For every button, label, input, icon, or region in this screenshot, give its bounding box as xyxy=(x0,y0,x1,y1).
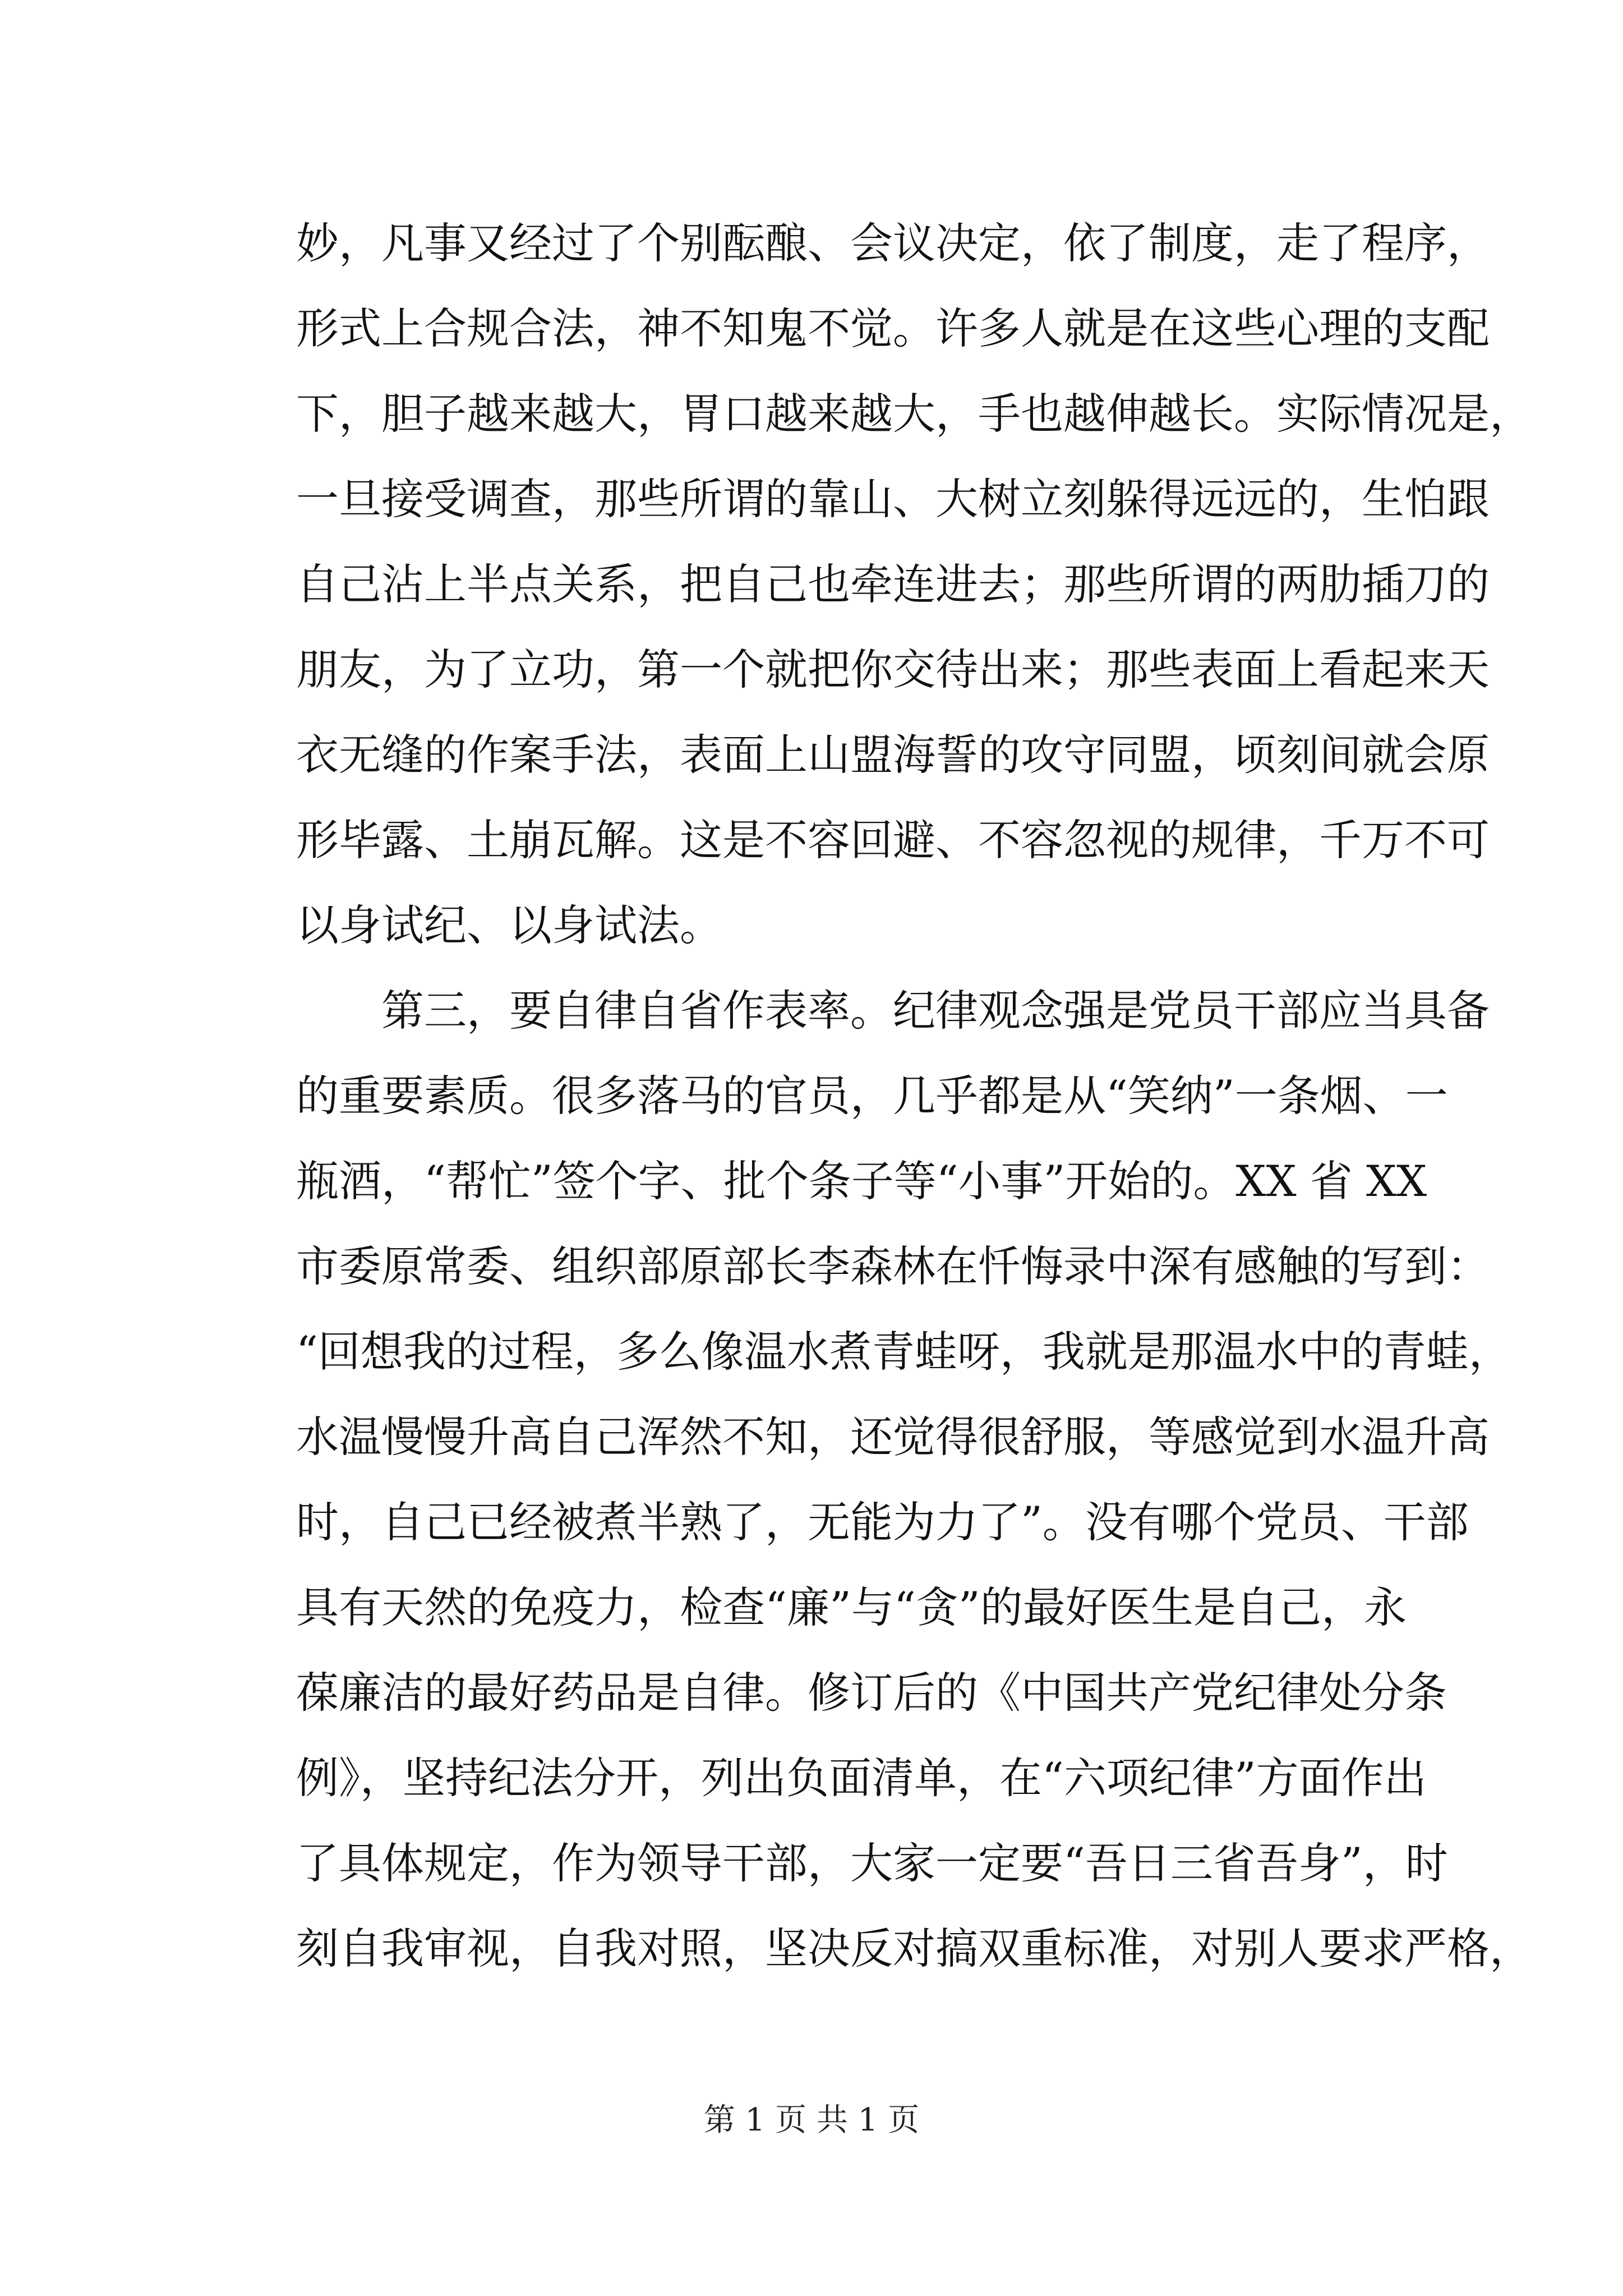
paragraph-1 xyxy=(296,201,1532,968)
body-text xyxy=(296,201,1532,1991)
page-number: 第 1 页 共 1 页 xyxy=(703,2102,920,2138)
text-line: 的重要素质。很多落马的官员，几乎都是从“笑纳”一条烟、一 xyxy=(296,1071,1448,1121)
text-line: 自己沾上半点关系，把自己也牵连进去；那些所谓的两肋插刀的 xyxy=(296,559,1490,609)
text-line: 下，胆子越来越大，胃口越来越大，手也越伸越长。实际情况是， xyxy=(296,389,1532,439)
text-line: 衣无缝的作案手法，表面上山盟海誓的攻守同盟，顷刻间就会原 xyxy=(296,730,1490,780)
text-line: 朋友，为了立功，第一个就把你交待出来；那些表面上看起来天 xyxy=(296,645,1490,694)
page-footer xyxy=(0,2098,1623,2143)
text-line: 葆廉洁的最好药品是自律。修订后的《中国共产党纪律处分条 xyxy=(296,1668,1447,1718)
text-line: 刻自我审视，自我对照，坚决反对搞双重标准，对别人要求严格， xyxy=(296,1924,1532,1973)
text-line: 时，自己已经被煮半熟了，无能为力了”。没有哪个党员、干部 xyxy=(296,1497,1469,1547)
paragraph-2 xyxy=(296,968,1532,1991)
text-line: 形式上合规合法，神不知鬼不觉。许多人就是在这些心理的支配 xyxy=(296,303,1490,353)
text-line-last: 以身试纪、以身试法。 xyxy=(296,900,722,950)
text-line-first: 第三，要自律自省作表率。纪律观念强是党员干部应当具备 xyxy=(381,986,1490,1036)
text-line: 一旦接受调查，那些所谓的靠山、大树立刻躲得远远的，生怕跟 xyxy=(296,474,1490,524)
text-line: 瓶酒，“帮忙”签个字、批个条子等“小事”开始的。XX 省 XX xyxy=(296,1156,1427,1206)
text-line: 形毕露、土崩瓦解。这是不容回避、不容忽视的规律，千万不可 xyxy=(296,815,1490,865)
text-line: 了具体规定，作为领导干部，大家一定要“吾日三省吾身”，时 xyxy=(296,1838,1448,1888)
text-line: 妙，凡事又经过了个别酝酿、会议决定，依了制度，走了程序， xyxy=(296,218,1490,268)
text-line: 具有天然的免疫力，检查“廉”与“贪”的最好医生是自己，永 xyxy=(296,1582,1407,1632)
text-line: 例》，坚持纪法分开，列出负面清单，在“六项纪律”方面作出 xyxy=(296,1753,1427,1803)
text-line: 市委原常委、组织部原部长李森林在忏悔录中深有感触的写到： xyxy=(296,1241,1490,1291)
text-line: “回想我的过程，多么像温水煮青蛙呀，我就是那温水中的青蛙， xyxy=(296,1327,1511,1377)
text-line: 水温慢慢升高自己浑然不知，还觉得很舒服，等感觉到水温升高 xyxy=(296,1412,1490,1462)
